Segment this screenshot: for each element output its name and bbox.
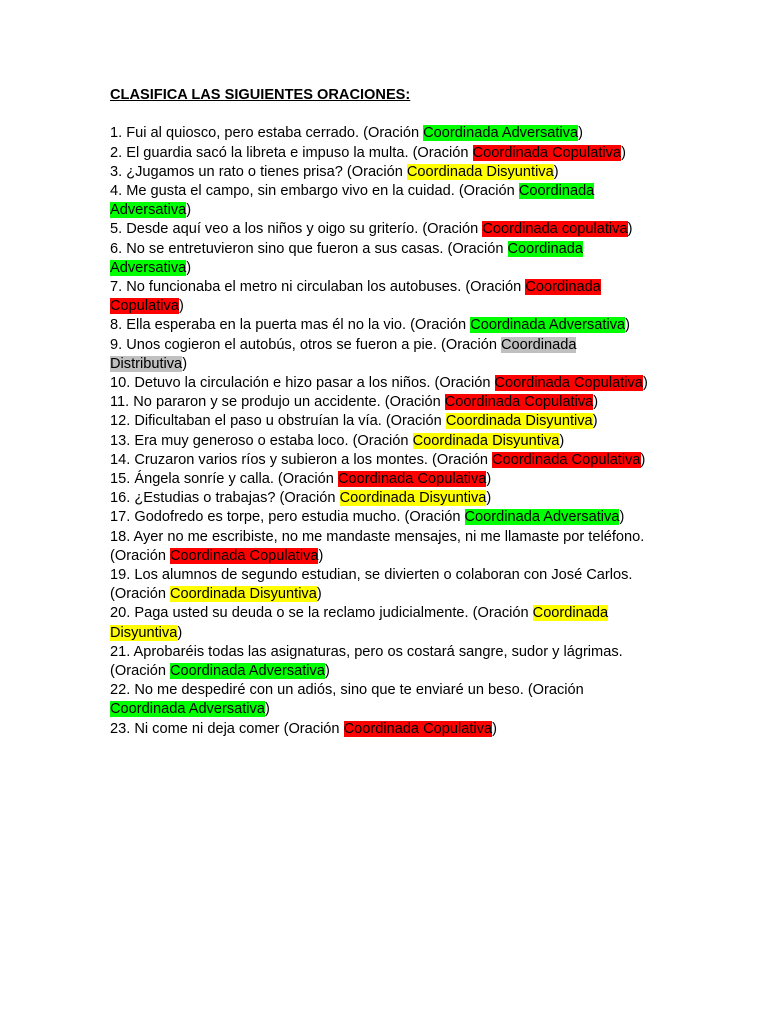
sentence-item <box>110 470 655 489</box>
classification-label: Coordinada Adversativa <box>423 125 579 142</box>
sentence-text: 20. Paga usted su deuda o se la reclamo judicialmente. (Oración <box>110 605 533 622</box>
classification-label: Coordinada Adversativa <box>464 509 620 526</box>
classification-label: Coordinada Adversativa <box>110 183 595 219</box>
closing-paren: ) <box>592 413 598 430</box>
closing-paren: ) <box>186 259 192 276</box>
classification-label: Coordinada Adversativa <box>110 240 583 276</box>
sentence-text: 21. Aprobaréis todas las asignaturas, pero os costará sangre, sudor y lágrimas. (Oración <box>110 643 623 680</box>
closing-paren: ) <box>486 471 492 488</box>
closing-paren: ) <box>316 586 322 603</box>
sentence-text: 11. No pararon y se produjo un accidente. (Oración <box>110 394 445 411</box>
classification-label: Coordinada Disyuntiva <box>412 432 560 449</box>
closing-paren: ) <box>578 125 583 142</box>
sentence-text: 9. Unos cogieron el autobús, otros se fueron a pie. (Oración <box>110 336 502 353</box>
sentence-text: 13. Era muy generoso o estaba loco. (Oración <box>110 432 413 449</box>
closing-paren: ) <box>486 490 492 507</box>
classification-label: Coordinada Adversativa <box>470 317 626 334</box>
classification-label: Coordinada Copulativa <box>492 451 641 468</box>
closing-paren: ) <box>324 663 330 680</box>
sentence-text: 7. No funcionaba el metro ni circulaban los autobuses. (Oración <box>110 279 526 296</box>
classification-label: Coordinada Disyuntiva <box>110 605 609 641</box>
closing-paren: ) <box>177 624 183 641</box>
sentence-text: 17. Godofredo es torpe, pero estudia mucho. (Oración <box>110 509 465 526</box>
sentence-text: 19. Los alumnos de segundo estudian, se divierten o colaboran con José Carlos. (Oración <box>110 567 633 603</box>
classification-label: Coordinada Copulativa <box>472 144 622 161</box>
sentence-item <box>110 316 655 335</box>
sentence-list <box>110 124 655 739</box>
classification-label: Coordinada Copulativa <box>343 720 493 737</box>
sentence-text: 2. El guardia sacó la libreta e impuso la multa. (Oración <box>110 144 473 161</box>
sentence-text: 10. Detuvo la circulación e hizo pasar a los niños. (Oración <box>110 375 495 392</box>
sentence-item <box>110 451 655 470</box>
classification-label: Coordinada Disyuntiva <box>339 490 487 507</box>
sentence-text: 23. Ni come ni deja comer (Oración <box>110 720 344 737</box>
closing-paren: ) <box>625 317 631 334</box>
closing-paren: ) <box>492 720 497 737</box>
sentence-item <box>110 681 655 719</box>
sentence-item <box>110 393 655 412</box>
closing-paren: ) <box>627 221 633 238</box>
closing-paren: ) <box>642 375 648 392</box>
classification-label: Coordinada copulativa <box>482 221 628 238</box>
closing-paren: ) <box>264 701 270 718</box>
sentence-item <box>110 163 655 182</box>
closing-paren: ) <box>553 163 559 180</box>
sentence-item <box>110 508 655 527</box>
document-content <box>110 86 655 739</box>
closing-paren: ) <box>593 394 599 411</box>
sentence-item <box>110 604 655 642</box>
classification-label: Coordinada Disyuntiva <box>170 586 317 603</box>
sentence-item <box>110 336 655 374</box>
sentence-text: 4. Me gusta el campo, sin embargo vivo en la cuidad. (Oración <box>110 183 519 199</box>
sentence-item <box>110 144 655 163</box>
closing-paren: ) <box>186 202 192 219</box>
sentence-item <box>110 124 655 143</box>
sentence-item <box>110 566 655 604</box>
sentence-item <box>110 720 655 739</box>
sentence-item <box>110 220 655 239</box>
classification-label: Coordinada Adversativa <box>110 701 265 718</box>
sentence-text: 15. Ángela sonríe y calla. (Oración <box>110 471 338 488</box>
sentence-item <box>110 412 655 431</box>
sentence-item <box>110 528 655 566</box>
classification-label: Coordinada Disyuntiva <box>406 163 554 180</box>
classification-label: Coordinada Copulativa <box>494 375 643 392</box>
sentence-item <box>110 182 655 220</box>
classification-label: Coordinada Copulativa <box>170 547 319 564</box>
sentence-item <box>110 489 655 508</box>
sentence-item <box>110 240 655 278</box>
closing-paren: ) <box>182 355 188 372</box>
sentence-text: 1. Fui al quiosco, pero estaba cerrado. (Oración <box>110 125 424 142</box>
sentence-text: 6. No se entretuvieron sino que fueron a sus casas. (Oración <box>110 240 508 257</box>
classification-label: Coordinada Distributiva <box>110 336 577 372</box>
closing-paren: ) <box>640 451 646 468</box>
closing-paren: ) <box>559 432 565 449</box>
sentence-text: 5. Desde aquí veo a los niños y oigo su griterío. (Oración <box>110 221 483 238</box>
sentence-item <box>110 643 655 681</box>
sentence-text: 12. Dificultaban el paso u obstruían la vía. (Oración <box>110 413 446 430</box>
closing-paren: ) <box>318 547 324 564</box>
classification-label: Coordinada Copulativa <box>444 394 594 411</box>
closing-paren: ) <box>178 298 184 315</box>
sentence-text: 18. Ayer no me escribiste, no me mandaste mensajes, ni me llamaste por teléfono. (Oración <box>110 528 645 564</box>
sentence-text: 8. Ella esperaba en la puerta mas él no la vio. (Oración <box>110 317 471 334</box>
classification-label: Coordinada Disyuntiva <box>445 413 593 430</box>
sentence-item <box>110 278 655 316</box>
sentence-text: 3. ¿Jugamos un rato o tienes prisa? (Oración <box>110 163 407 180</box>
sentence-text: 16. ¿Estudias o trabajas? (Oración <box>110 490 340 507</box>
classification-label: Coordinada Adversativa <box>170 663 325 680</box>
sentence-item <box>110 374 655 393</box>
closing-paren: ) <box>619 509 625 526</box>
sentence-text: 14. Cruzaron varios ríos y subieron a los montes. (Oración <box>110 451 493 468</box>
classification-label: Coordinada Copulativa <box>110 279 601 315</box>
sentence-item <box>110 432 655 451</box>
closing-paren: ) <box>621 144 626 161</box>
sentence-text: 22. No me despediré con un adiós, sino que te enviaré un beso. (Oración <box>110 682 584 699</box>
document-title: CLASIFICA LAS SIGUIENTES ORACIONES: <box>110 87 411 103</box>
classification-label: Coordinada Copulativa <box>337 471 487 488</box>
